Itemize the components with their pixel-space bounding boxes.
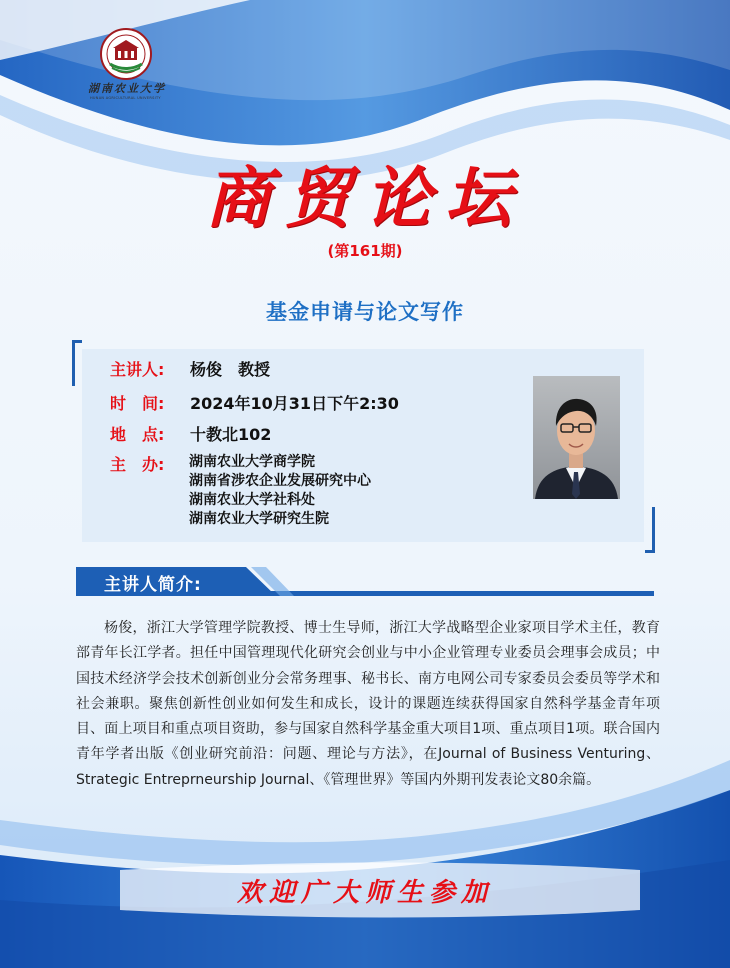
place-value: 十教北102 xyxy=(190,425,272,444)
host-item: 湖南农业大学商学院 xyxy=(189,454,315,470)
bracket-top-left xyxy=(72,340,82,386)
host-item: 湖南农业大学社科处 xyxy=(189,492,315,508)
time-value: 2024年10月31日下午2:30 xyxy=(190,394,399,413)
host-row xyxy=(110,452,190,475)
page-title: 商贸论坛 xyxy=(205,159,525,237)
school-name: 湖南农业大学 xyxy=(88,82,166,95)
bracket-bottom-right xyxy=(645,507,655,553)
bio-section-title: 主讲人简介: xyxy=(104,575,202,595)
place-label: 地 点: xyxy=(110,425,165,444)
place-row xyxy=(110,422,271,445)
host-list xyxy=(189,453,371,529)
speaker-bio: 杨俊，浙江大学管理学院教授、博士生导师，浙江大学战略型企业家项目学术主任，教育部青年长江学者。担任中国管理现代化研究会创业与中小企业管理专业委员会理事会成员；中国技术经济学会技术创新创业分会常务理事、秘书长、南方电网公司专家委员会委员等学术和社会兼职。聚焦创新性创业如何发生和成长，设计的课题连续获得国家自然科学基金青年项目、面上项目和重点项目资助，参与国家自然科学基金重大项目1项、重点项目1项。联合国内青年学者出版《创业研究前沿：问题、理论与方法》，在Journal of Business Venturing、Strategic Entreprneurship Journal、《管理世界》等国内外期刊发表论文80余篇。 xyxy=(76,620,660,788)
speaker-row xyxy=(110,357,270,380)
host-label: 主 办: xyxy=(110,455,165,474)
host-item: 湖南省涉农企业发展研究中心 xyxy=(189,473,371,489)
host-item: 湖南农业大学研究生院 xyxy=(189,511,329,527)
time-label: 时 间: xyxy=(110,394,165,413)
welcome-text: 欢迎广大师生参加 xyxy=(236,878,493,908)
speaker-label: 主讲人: xyxy=(110,360,165,379)
time-row xyxy=(110,391,399,414)
speaker-value: 杨俊 教授 xyxy=(190,360,271,379)
university-crest-icon xyxy=(100,28,152,80)
school-name-en: HUNAN AGRICULTURAL UNIVERSITY xyxy=(90,96,161,100)
issue-number: (第161期) xyxy=(327,242,403,260)
lecture-topic: 基金申请与论文写作 xyxy=(266,300,464,324)
speaker-portrait xyxy=(533,376,620,499)
